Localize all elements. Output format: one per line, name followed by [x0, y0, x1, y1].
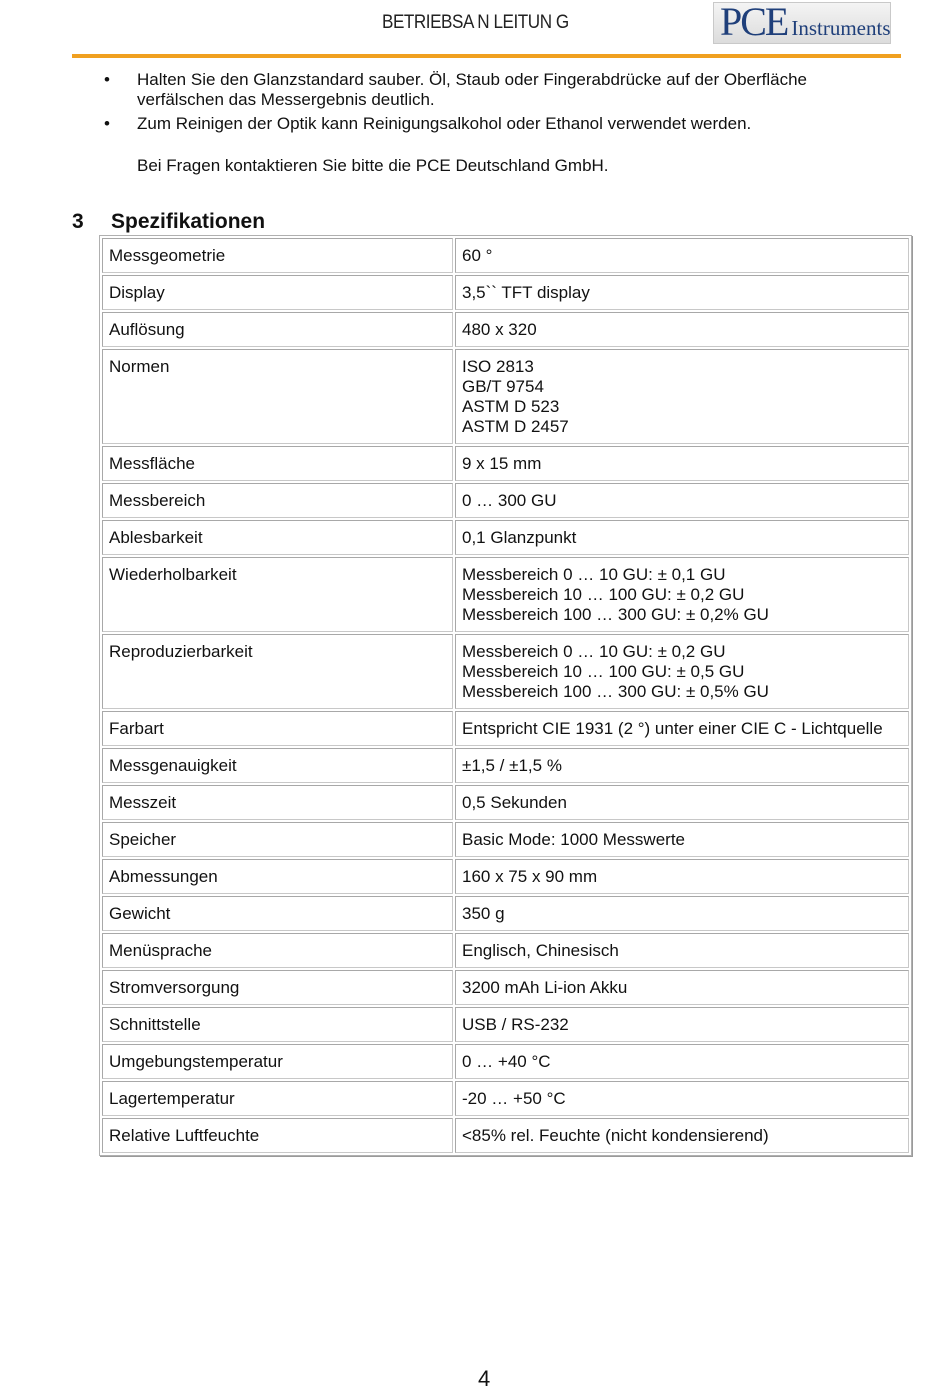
spec-label: Auflösung — [102, 312, 453, 347]
table-row — [102, 1118, 909, 1153]
section-number: 3 — [72, 210, 84, 233]
spec-label: Messfläche — [102, 446, 453, 481]
table-row — [102, 275, 909, 310]
table-row — [102, 711, 909, 746]
spec-label: Messzeit — [102, 785, 453, 820]
spec-value: 0,1 Glanzpunkt — [455, 520, 909, 555]
spec-value: 3200 mAh Li-ion Akku — [455, 970, 909, 1005]
spec-value: 0,5 Sekunden — [455, 785, 909, 820]
table-row — [102, 822, 909, 857]
spec-value: Basic Mode: 1000 Messwerte — [455, 822, 909, 857]
table-row — [102, 896, 909, 931]
spec-value: Messbereich 0 … 10 GU: ± 0,2 GU Messbereich 10 … 100 GU: ± 0,5 GU Messbereich 100 … 300 GU: ± 0,5% GU — [455, 634, 909, 709]
spec-label: Wiederholbarkeit — [102, 557, 453, 632]
header-divider — [72, 54, 901, 58]
spec-value: 0 … 300 GU — [455, 483, 909, 518]
table-row — [102, 1007, 909, 1042]
table-row — [102, 238, 909, 273]
page-number: 4 — [478, 1366, 491, 1391]
table-row — [102, 785, 909, 820]
table-row — [102, 312, 909, 347]
table-row — [102, 748, 909, 783]
spec-label: Messgeometrie — [102, 238, 453, 273]
spec-value: 160 x 75 x 90 mm — [455, 859, 909, 894]
pce-instruments-logo — [713, 2, 891, 44]
spec-value: 3,5`` TFT display — [455, 275, 909, 310]
spec-label: Relative Luftfeuchte — [102, 1118, 453, 1153]
table-row — [102, 446, 909, 481]
list-item — [0, 114, 857, 134]
table-row — [102, 933, 909, 968]
spec-label: Farbart — [102, 711, 453, 746]
bullet-icon: • — [104, 114, 110, 133]
spec-label: Stromversorgung — [102, 970, 453, 1005]
spec-value: <85% rel. Feuchte (nicht kondensierend) — [455, 1118, 909, 1153]
spec-label: Display — [102, 275, 453, 310]
spec-label: Reproduzierbarkeit — [102, 634, 453, 709]
table-row — [102, 634, 909, 709]
spec-value: Messbereich 0 … 10 GU: ± 0,1 GU Messbereich 10 … 100 GU: ± 0,2 GU Messbereich 100 … 300 GU: ± 0,2% GU — [455, 557, 909, 632]
spec-value: 60 ° — [455, 238, 909, 273]
section-title: Spezifikationen — [111, 210, 266, 233]
spec-label: Lagertemperatur — [102, 1081, 453, 1116]
table-row — [102, 1081, 909, 1116]
spec-value: Entspricht CIE 1931 (2 °) unter einer CIE C - Lichtquelle — [455, 711, 909, 746]
spec-label: Messgenauigkeit — [102, 748, 453, 783]
table-row — [102, 483, 909, 518]
table-row — [102, 557, 909, 632]
spec-value: 480 x 320 — [455, 312, 909, 347]
spec-label: Ablesbarkeit — [102, 520, 453, 555]
list-item-text: Zum Reinigen der Optik kann Reinigungsalkohol oder Ethanol verwendet werden. — [137, 114, 752, 133]
specifications-table — [99, 235, 912, 1156]
spec-value: ISO 2813 GB/T 9754 ASTM D 523 ASTM D 2457 — [455, 349, 909, 444]
table-row — [102, 349, 909, 444]
spec-value: USB / RS-232 — [455, 1007, 909, 1042]
table-row — [102, 1044, 909, 1079]
list-item-text: Halten Sie den Glanzstandard sauber. Öl, Staub oder Fingerabdrücke auf der Oberfläche verfälschen das Messergebnis deutlich. — [137, 70, 808, 109]
logo-main-text: PCE — [720, 0, 788, 44]
spec-label: Abmessungen — [102, 859, 453, 894]
spec-label: Umgebungstemperatur — [102, 1044, 453, 1079]
spec-value: Englisch, Chinesisch — [455, 933, 909, 968]
spec-label: Schnittstelle — [102, 1007, 453, 1042]
spec-value: 350 g — [455, 896, 909, 931]
section-heading — [72, 209, 265, 235]
spec-label: Messbereich — [102, 483, 453, 518]
spec-label: Menüsprache — [102, 933, 453, 968]
spec-value: 9 x 15 mm — [455, 446, 909, 481]
spec-value: ±1,5 / ±1,5 % — [455, 748, 909, 783]
spec-label: Normen — [102, 349, 453, 444]
spec-label: Gewicht — [102, 896, 453, 931]
list-item — [0, 70, 857, 110]
table-row — [102, 520, 909, 555]
care-instructions-list — [0, 70, 950, 138]
bullet-icon: • — [104, 70, 110, 89]
contact-note: Bei Fragen kontaktieren Sie bitte die PCE Deutschland GmbH. — [137, 156, 609, 175]
table-row — [102, 859, 909, 894]
spec-value: -20 … +50 °C — [455, 1081, 909, 1116]
table-row — [102, 970, 909, 1005]
spec-value: 0 … +40 °C — [455, 1044, 909, 1079]
header-title: BETRIEBSA N LEITUN G — [382, 12, 569, 33]
spec-label: Speicher — [102, 822, 453, 857]
logo-sub-text: Instruments — [791, 16, 891, 40]
